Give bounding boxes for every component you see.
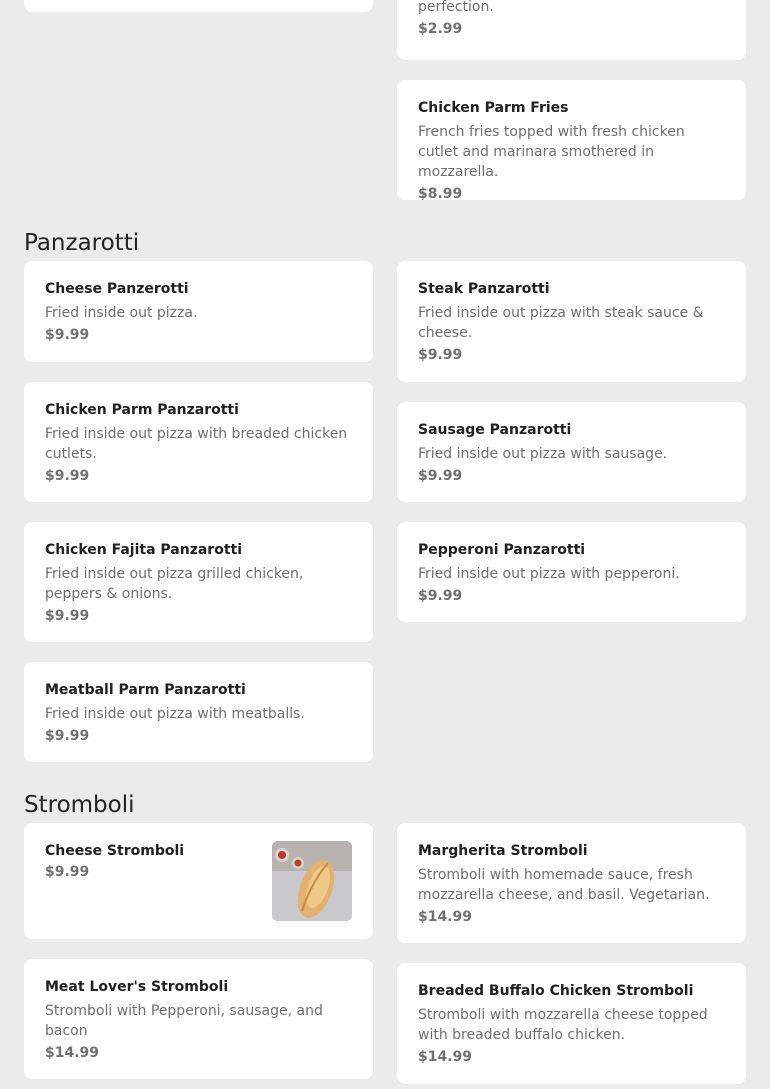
menu-item-price: $2.99: [418, 21, 463, 37]
menu-item-card-partial-left[interactable]: [24, 0, 373, 12]
menu-item-name: Cheese Stromboli: [45, 843, 185, 859]
menu-item-description: Fried inside out pizza with sausage.: [418, 446, 668, 462]
menu-item-name: Cheese Panzerotti: [45, 281, 189, 297]
menu-item-price: $9.99: [418, 347, 463, 363]
menu-item-name: Pepperoni Panzarotti: [418, 542, 586, 558]
menu-item-card[interactable]: [397, 80, 746, 200]
menu-item-name: Steak Panzarotti: [418, 281, 550, 297]
menu-item-name: Meatball Parm Panzarotti: [45, 682, 246, 698]
menu-item-card[interactable]: [24, 261, 373, 362]
menu-item-photo[interactable]: [272, 841, 352, 921]
menu-item-name: Chicken Parm Fries: [418, 100, 569, 116]
menu-item-price: $14.99: [418, 909, 473, 925]
menu-item-card[interactable]: [24, 959, 373, 1079]
menu-item-description: Stromboli with homemade sauce, fresh mozzarella cheese, and basil. Vegetarian.: [418, 867, 710, 903]
menu-item-name: Chicken Parm Panzarotti: [45, 402, 239, 418]
menu-item-description: Fried inside out pizza with steak sauce & cheese.: [418, 305, 704, 341]
menu-item-name: Chicken Fajita Panzarotti: [45, 542, 243, 558]
menu-item-card[interactable]: [24, 522, 373, 642]
menu-item-description: Fried inside out pizza with meatballs.: [45, 706, 305, 722]
menu-item-price: $9.99: [45, 468, 90, 484]
stromboli-photo-icon: [272, 841, 352, 921]
menu-item-card[interactable]: [397, 963, 746, 1084]
menu-item-name: Sausage Panzarotti: [418, 422, 572, 438]
section-title-stromboli: Stromboli: [24, 792, 135, 818]
menu-item-description: Fried inside out pizza.: [45, 305, 198, 321]
menu-item-price: $9.99: [418, 588, 463, 604]
menu-item-description: Fried inside out pizza with pepperoni.: [418, 566, 680, 582]
menu-item-price: $14.99: [418, 1049, 473, 1065]
menu-item-card[interactable]: [24, 662, 373, 762]
menu-item-card[interactable]: [397, 522, 746, 622]
menu-item-price: $9.99: [45, 608, 90, 624]
menu-item-description: Fried inside out pizza grilled chicken, peppers & onions.: [45, 566, 304, 602]
menu-item-name: Breaded Buffalo Chicken Stromboli: [418, 983, 694, 999]
menu-item-description: Stromboli with mozzarella cheese topped with breaded buffalo chicken.: [418, 1007, 708, 1043]
menu-item-name: Meat Lover's Stromboli: [45, 979, 229, 995]
menu-item-price: $9.99: [45, 327, 90, 343]
menu-item-card[interactable]: [24, 823, 373, 939]
menu-item-description: French fries topped with fresh chicken cutlet and marinara smothered in mozzarella.: [418, 124, 685, 180]
menu-item-price: $8.99: [418, 186, 463, 200]
menu-item-card[interactable]: [397, 261, 746, 382]
menu-item-card[interactable]: [397, 823, 746, 943]
menu-item-card-partial-right[interactable]: [397, 0, 746, 60]
menu-item-card[interactable]: [397, 402, 746, 502]
menu-item-price: $9.99: [45, 864, 90, 880]
menu-item-price: $14.99: [45, 1045, 100, 1061]
menu-item-price: $9.99: [418, 468, 463, 484]
menu-item-description: Fried inside out pizza with breaded chicken cutlets.: [45, 426, 348, 462]
menu-item-description: perfection.: [418, 0, 494, 15]
menu-item-price: $9.99: [45, 728, 90, 744]
menu-item-card[interactable]: [24, 382, 373, 502]
section-title-panzarotti: Panzarotti: [24, 230, 140, 256]
menu-item-description: Stromboli with Pepperoni, sausage, and bacon: [45, 1003, 323, 1039]
menu-item-name: Margherita Stromboli: [418, 843, 588, 859]
